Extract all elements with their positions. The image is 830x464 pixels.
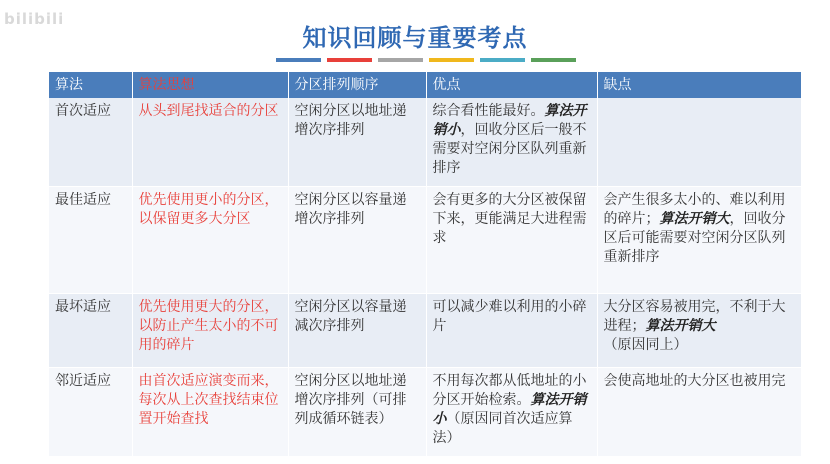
cell-idea: 优先使用更小的分区，以保留更多大分区: [132, 187, 288, 294]
cell-order: 空闲分区以地址递增次序排列（可排列成循环链表）: [288, 368, 426, 457]
table-header-row: [49, 72, 801, 98]
cell-order: 空闲分区以容量递减次序排列: [288, 294, 426, 368]
accent-bar-cyan: [480, 58, 525, 62]
cell-cons: 会使高地址的大分区也被用完: [597, 368, 801, 457]
cell-pros: 不用每次都从低地址的小分区开始检索。算法开销小（原因同首次适应算法）: [426, 368, 597, 457]
cell-algorithm: 首次适应: [49, 98, 132, 187]
header-pros: 优点: [426, 72, 597, 98]
accent-bar-yellow: [429, 58, 474, 62]
header-order: 分区排列顺序: [288, 72, 426, 98]
accent-bar-red: [327, 58, 372, 62]
title-accent-bars: [276, 58, 576, 62]
cell-order: 空闲分区以地址递增次序排列: [288, 98, 426, 187]
cell-idea: 从头到尾找适合的分区: [132, 98, 288, 187]
header-cons: 缺点: [597, 72, 801, 98]
cell-algorithm: 最坏适应: [49, 294, 132, 368]
cell-algorithm: 最佳适应: [49, 187, 132, 294]
cell-algorithm: 邻近适应: [49, 368, 132, 457]
accent-bar-gray: [378, 58, 423, 62]
header-idea: 算法思想: [132, 72, 288, 98]
table-row: [49, 187, 801, 294]
page-title: 知识回顾与重要考点: [302, 24, 528, 52]
comparison-table: [49, 72, 802, 457]
cell-cons: [597, 98, 801, 187]
bilibili-watermark: bilibili: [4, 10, 65, 28]
cell-cons: 大分区容易被用完，不利于大进程；算法开销大（原因同上）: [597, 294, 801, 368]
cell-idea: 由首次适应演变而来，每次从上次查找结束位置开始查找: [132, 368, 288, 457]
table-row: [49, 368, 801, 457]
cell-pros: 可以减少难以利用的小碎片: [426, 294, 597, 368]
cell-pros: 会有更多的大分区被保留下来，更能满足大进程需求: [426, 187, 597, 294]
cell-idea: 优先使用更大的分区，以防止产生太小的不可用的碎片: [132, 294, 288, 368]
table-row: [49, 98, 801, 187]
cell-order: 空闲分区以容量递增次序排列: [288, 187, 426, 294]
accent-bar-green: [531, 58, 576, 62]
cell-pros: 综合看性能最好。算法开销小，回收分区后一般不需要对空闲分区队列重新排序: [426, 98, 597, 187]
accent-bar-blue: [276, 58, 321, 62]
header-algorithm: 算法: [49, 72, 132, 98]
table-row: [49, 294, 801, 368]
cell-cons: 会产生很多太小的、难以利用的碎片；算法开销大，回收分区后可能需要对空闲分区队列重新排序: [597, 187, 801, 294]
